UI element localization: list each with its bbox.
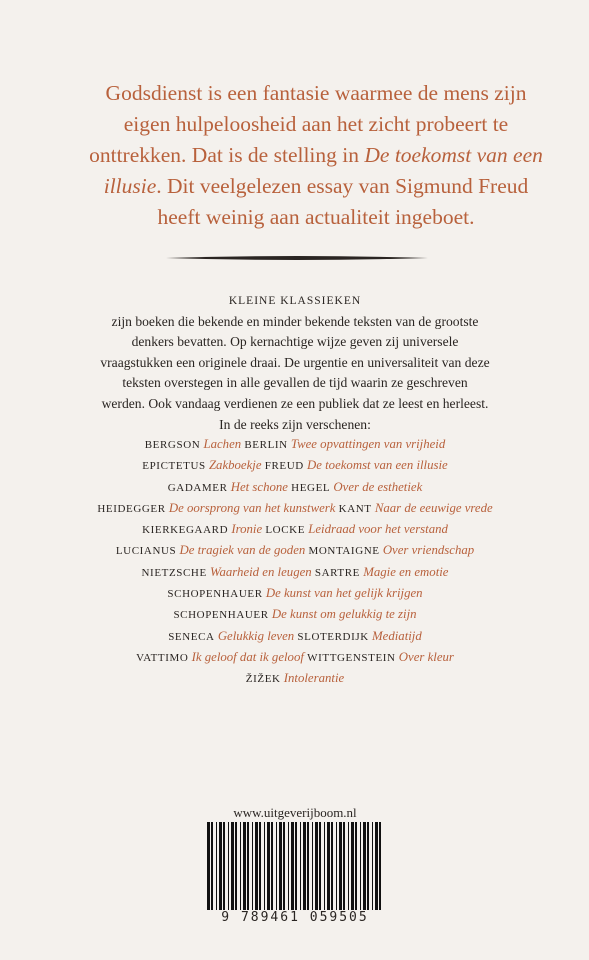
catalog-title: Over de esthetiek — [333, 479, 423, 494]
barcode-bar — [223, 822, 225, 912]
catalog-author: HEIDEGGER — [97, 502, 166, 515]
barcode-bar — [324, 822, 325, 912]
barcode-bar — [259, 822, 261, 912]
catalog-title: Magie en emotie — [363, 564, 449, 579]
barcode-bar — [264, 822, 265, 912]
barcode-bar — [211, 822, 213, 912]
catalog-author: LOCKE — [265, 524, 306, 537]
catalog-title: De kunst om gelukkig te zijn — [271, 607, 417, 622]
barcode-bar — [271, 822, 273, 912]
catalog-title: Waarheid en leugen — [210, 564, 312, 579]
catalog-author: BERGSON — [144, 439, 201, 451]
catalog-row — [80, 562, 510, 583]
barcode-bar — [235, 822, 237, 912]
catalog-author: SLOTERDIJK — [297, 630, 369, 643]
barcode-bar — [295, 822, 297, 912]
barcode-bar — [291, 822, 294, 912]
catalog-title: Twee opvattingen van vrijheid — [290, 437, 446, 451]
catalog-title: De oorsprong van het kunstwerk — [168, 500, 336, 515]
series-text: zijn boeken die bekende en minder bekende teksten van de grootste denkers bevatten. Op kernachtige wijze geven zij universele vraagstukken een originele draai. De urgentie en universaliteit van deze teksten overstegen in alle gevallen de tijd waarin ze geschreven werden. Ook vandaag verdienen ze een publiek dat ze leest en herleest. In de reeks zijn verschenen: — [100, 313, 490, 432]
barcode-bar — [307, 822, 309, 912]
catalog-row — [80, 647, 510, 668]
barcode-bar — [283, 822, 285, 912]
barcode-bar — [240, 822, 241, 912]
barcode-bar — [267, 822, 270, 912]
barcode-bar — [315, 822, 318, 912]
catalog-row — [80, 540, 510, 561]
barcode-bar — [355, 822, 357, 912]
catalog-row — [80, 434, 510, 455]
blurb-text-2: . Dit veelgelezen essay van Sigmund Freud heeft weinig aan actualiteit ingeboet. — [156, 174, 529, 229]
barcode-bar — [247, 822, 249, 912]
catalog-author: WITTGENSTEIN — [307, 651, 396, 664]
catalog-title: Gelukkig leven — [217, 628, 295, 643]
catalog-title: De kunst van het gelijk krijgen — [265, 586, 423, 601]
barcode-bar — [252, 822, 253, 912]
catalog-author: KIERKEGAARD — [142, 524, 229, 537]
catalog-row — [80, 668, 510, 689]
barcode-bar — [360, 822, 361, 912]
series-label: KLEINE KLASSIEKEN — [228, 295, 362, 307]
catalog-author: ŽIŽEK — [245, 673, 281, 686]
catalog-author: BERLIN — [244, 439, 288, 451]
barcode-bar — [331, 822, 333, 912]
catalog-title: Mediatijd — [372, 628, 422, 643]
barcode-bar — [216, 822, 217, 912]
catalog-author: SCHOPENHAUER — [173, 609, 269, 622]
catalog-row — [80, 626, 510, 647]
catalog-title: Naar de eeuwige vrede — [374, 500, 493, 515]
catalog-author: NIETZSCHE — [141, 566, 207, 579]
catalog-author: SCHOPENHAUER — [167, 588, 263, 601]
catalog-row — [80, 604, 510, 625]
barcode-bar — [279, 822, 282, 912]
blurb-text-1: Godsdienst is een fantasie waarmee de mens zijn eigen hulpeloosheid aan het zicht probeert te onttrekken. Dat is de stelling in — [89, 81, 527, 167]
barcode-bar — [207, 822, 210, 912]
barcode-bar — [228, 822, 229, 912]
catalog-title: Ik geloof dat ik geloof — [191, 649, 304, 664]
catalog-title: Intolerantie — [283, 671, 345, 686]
catalog-author: FREUD — [264, 460, 304, 473]
catalog-title: Ironie — [231, 522, 263, 537]
catalog-title: Het schone — [230, 479, 288, 494]
barcode-bar — [367, 822, 369, 912]
catalog-author: MONTAIGNE — [308, 545, 380, 558]
barcode-bar — [300, 822, 301, 912]
barcode-bar — [379, 822, 381, 912]
barcode-bar — [351, 822, 354, 912]
catalog-author: HEGEL — [291, 481, 331, 494]
catalog-title: Zakboekje — [208, 458, 262, 473]
publisher-url: www.uitgeverijboom.nl — [233, 805, 357, 820]
catalog-title: Leidraad voor het verstand — [308, 522, 448, 537]
barcode-bar — [336, 822, 337, 912]
barcode-bar — [343, 822, 345, 912]
catalog-row — [80, 519, 510, 540]
catalog-title: Over vriendschap — [382, 543, 475, 558]
catalog-author: EPICTETUS — [142, 460, 206, 473]
ornamental-divider — [166, 252, 428, 264]
catalog-author: SARTRE — [314, 566, 360, 579]
barcode-bar — [303, 822, 306, 912]
barcode-bar — [312, 822, 313, 912]
barcode-bar — [363, 822, 366, 912]
catalog-title: De tragiek van de goden — [179, 543, 306, 558]
barcode-bar — [375, 822, 378, 912]
catalog-row — [80, 583, 510, 604]
catalog-row — [80, 498, 510, 519]
barcode-bar — [348, 822, 349, 912]
catalog-title: Lachen — [203, 437, 242, 451]
back-cover-blurb — [86, 78, 546, 233]
series-description — [100, 291, 490, 435]
catalog-title: Over kleur — [398, 649, 454, 664]
blurb-book-title: De toekomst van een illusie — [103, 143, 543, 198]
catalog-row — [80, 455, 510, 476]
barcode-bar — [327, 822, 330, 912]
barcode-bar — [231, 822, 234, 912]
barcode-bar — [255, 822, 258, 912]
barcode-bar — [319, 822, 321, 912]
isbn-number: 9 789461 059505 — [200, 910, 390, 925]
catalog-row — [80, 477, 510, 498]
barcode-bar — [243, 822, 246, 912]
barcode-bar — [339, 822, 342, 912]
catalog-title: De toekomst van een illusie — [307, 458, 448, 473]
series-catalog — [80, 434, 510, 690]
catalog-author: VATTIMO — [136, 651, 189, 664]
barcode-bar — [219, 822, 222, 912]
catalog-author: SENECA — [168, 630, 215, 643]
catalog-author: GADAMER — [167, 481, 228, 494]
catalog-author: KANT — [338, 502, 372, 515]
barcode-bar — [372, 822, 373, 912]
barcode-bar — [276, 822, 277, 912]
catalog-author: LUCIANUS — [115, 545, 177, 558]
barcode-bar — [288, 822, 289, 912]
